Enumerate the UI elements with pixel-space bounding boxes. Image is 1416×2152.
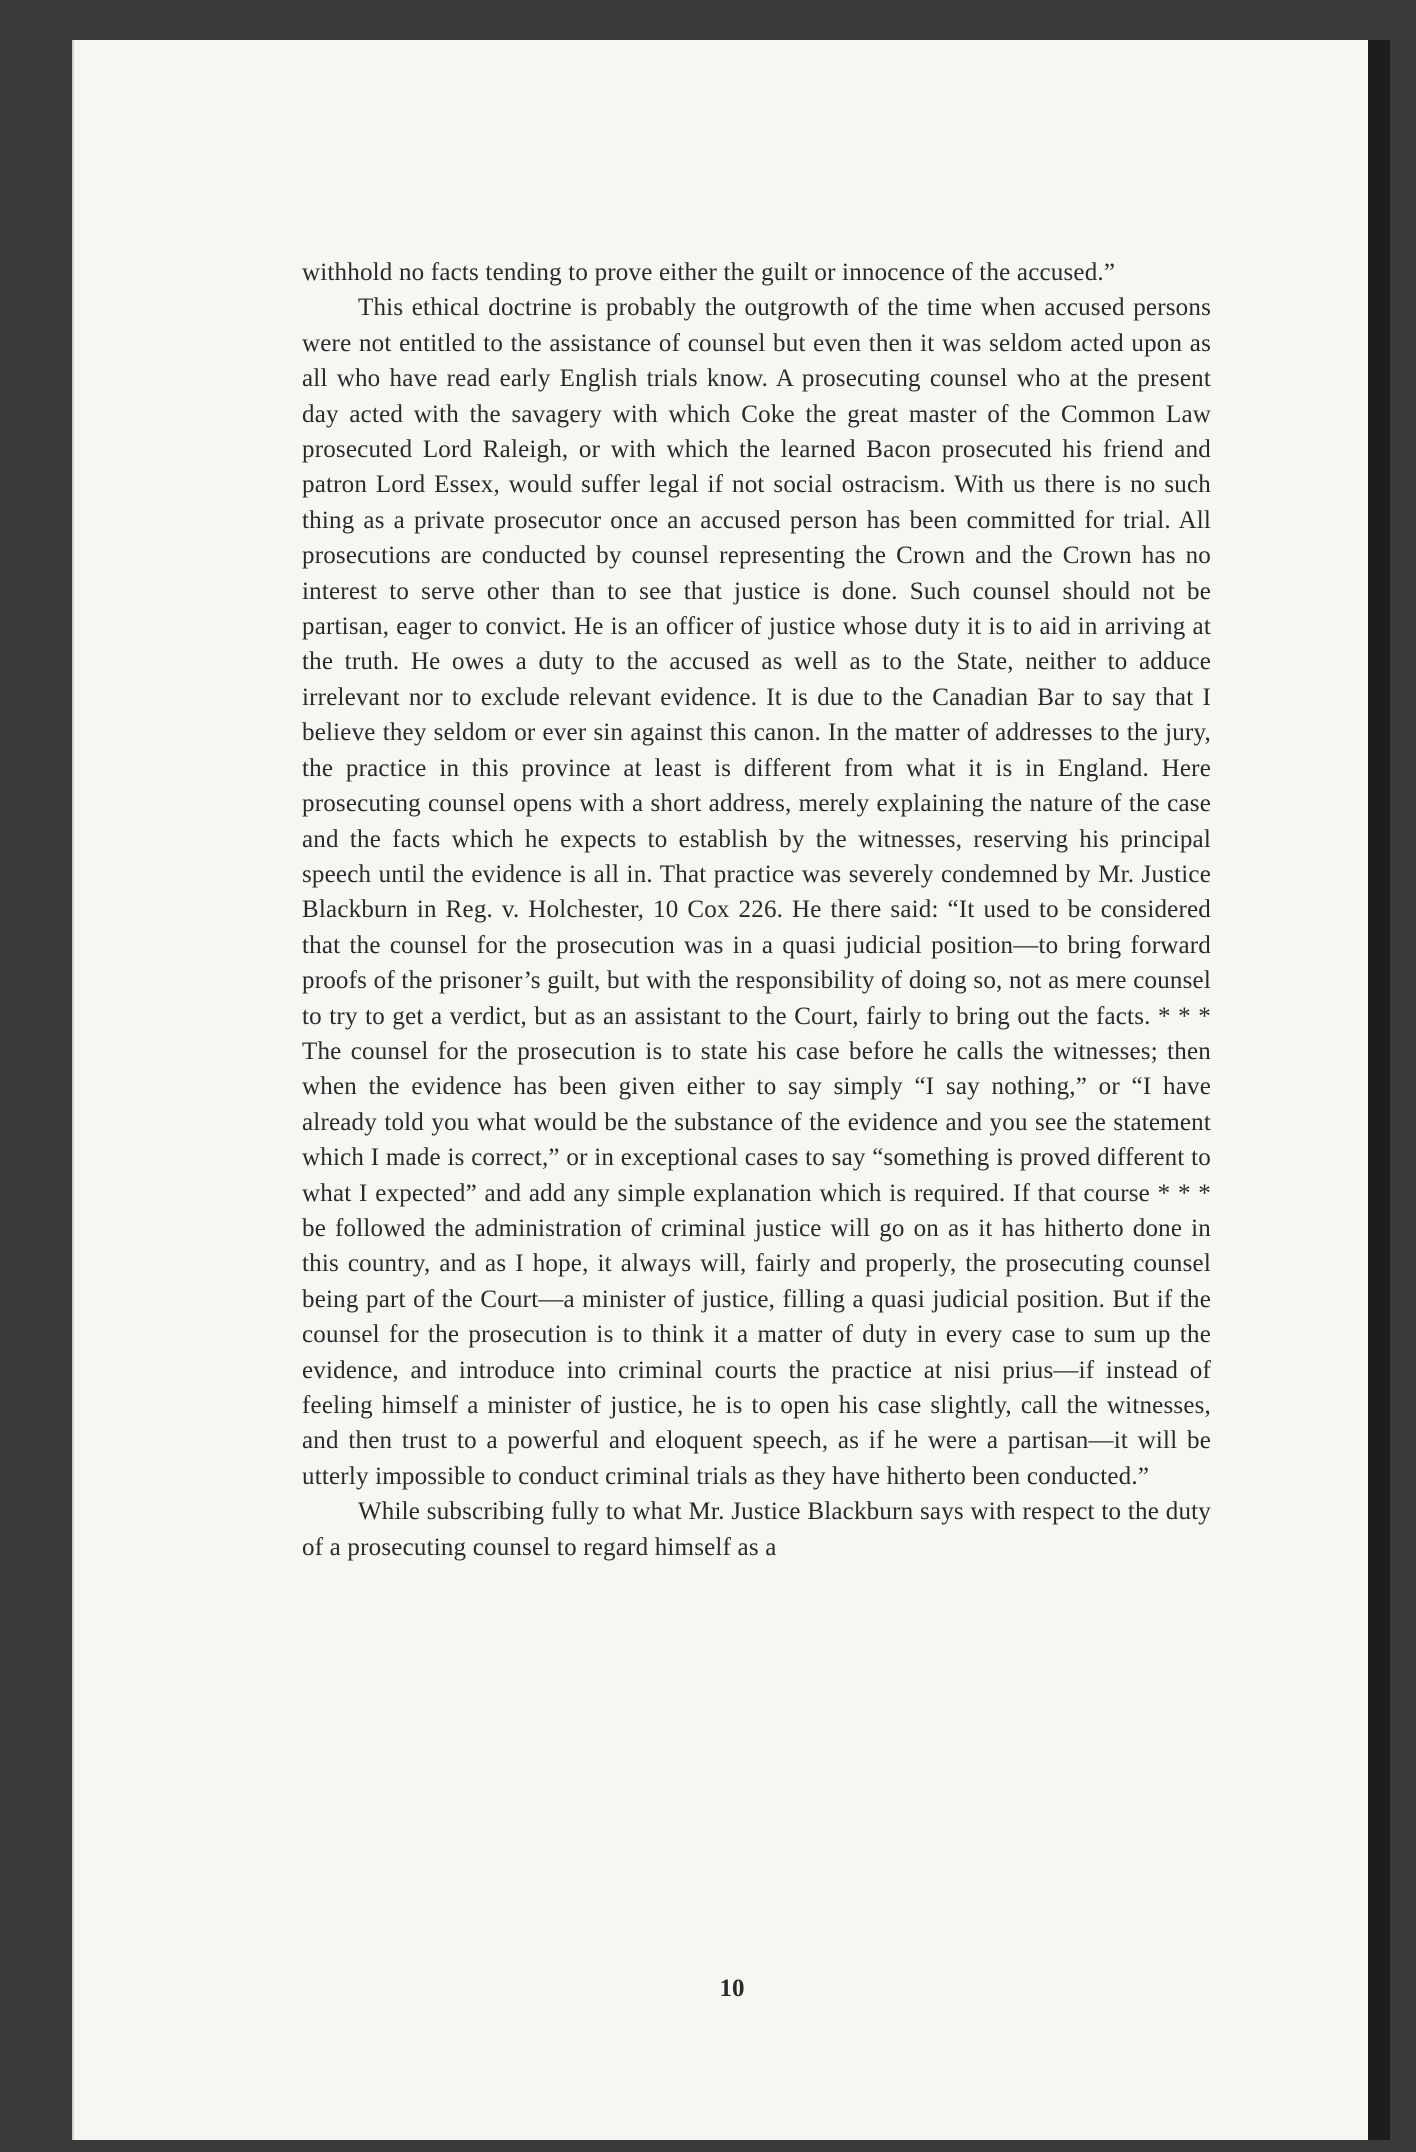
document-page	[72, 40, 1390, 2140]
paragraph-2: This ethical doctrine is probably the outgrowth of the time when accused persons were not entitled to the assistance of counsel but even then it was seldom acted upon as all who have read early English trials know. A prosecuting counsel who at the present day acted with the savagery with which Coke the great master of the Common Law prosecuted Lord Raleigh, or with which the learned Bacon prosecuted his friend and patron Lord Essex, would suffer legal if not social ostracism. With us there is no such thing as a private prosecutor once an accused person has been committed for trial. All prosecutions are conducted by counsel representing the Crown and the Crown has no interest to serve other than to see that justice is done. Such counsel should not be partisan, eager to convict. He is an officer of justice whose duty it is to aid in arriving at the truth. He owes a duty to the accused as well as to the State, neither to adduce irrelevant nor to exclude relevant evidence. It is due to the Canadian Bar to say that I believe they seldom or ever sin against this canon. In the matter of addresses to the jury, the practice in this province at least is different from what it is in England. Here prosecuting counsel opens with a short address, merely explaining the nature of the case and the facts which he expects to establish by the witnesses, reserving his principal speech until the evidence is all in. That practice was severely condemned by Mr. Justice Blackburn in Reg. v. Holchester, 10 Cox 226. He there said: “It used to be considered that the counsel for the prosecution was in a quasi judicial position—to bring forward proofs of the prisoner’s guilt, but with the responsibility of doing so, not as mere counsel to try to get a verdict, but as an assistant to the Court, fairly to bring out the facts. * * * The counsel for the prosecution is to state his case before he calls the witnesses; then when the evidence has been given either to say simply “I say nothing,” or “I have already told you what would be the substance of the evidence and you see the statement which I made is correct,” or in exceptional cases to say “something is proved different to what I expected” and add any simple explanation which is required. If that course * * * be followed the administration of criminal justice will go on as it has hitherto done in this country, and as I hope, it always will, fairly and properly, the prosecuting counsel being part of the Court—a minister of justice, filling a quasi judicial position. But if the counsel for the prosecution is to think it a matter of duty in every case to sum up the evidence, and introduce into criminal courts the practice at nisi prius—if instead of feeling himself a minister of justice, he is to open his case slightly, call the witnesses, and then trust to a powerful and eloquent speech, as if he were a partisan—it will be utterly impossible to conduct criminal trials as they have hitherto been conducted.”	[302, 294, 1211, 1490]
paragraph-1: withhold no facts tending to prove either the guilt or innocence of the accused.”	[302, 259, 1116, 286]
page-number: 10	[719, 1975, 745, 2002]
paragraph-3: While subscribing fully to what Mr. Justice Blackburn says with respect to the duty of a prosecuting counsel to regard himself as a	[302, 1498, 1211, 1561]
page-edge-shadow	[1368, 40, 1390, 2140]
body-text	[302, 255, 1211, 1565]
